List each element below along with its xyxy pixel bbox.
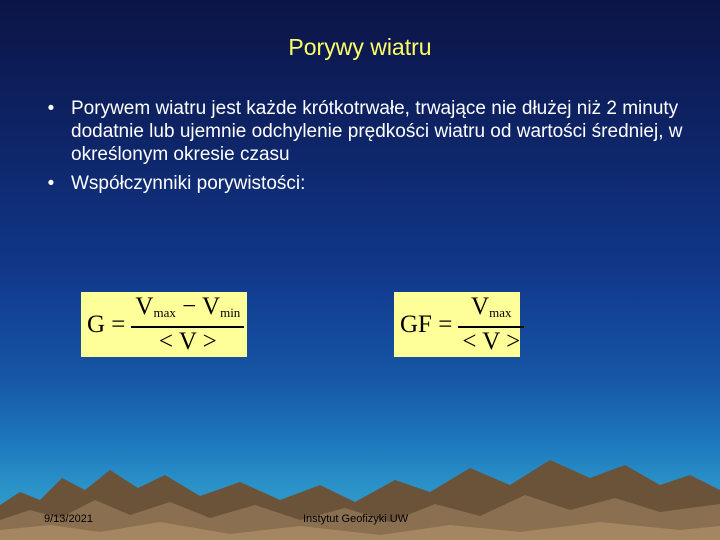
formula-lhs: G = [87, 310, 126, 338]
fraction-numerator: $V_{max} - V_{min}$ [135, 292, 241, 320]
fraction-denominator: < V > [158, 327, 217, 355]
footer-date: 9/13/2021 [44, 513, 93, 525]
fraction [131, 294, 244, 356]
footer-institution: Instytut Geofizyki UW [303, 513, 409, 525]
bullet-marker: • [47, 98, 55, 119]
bullet-marker: • [47, 173, 55, 194]
gust-factor-formula-g [81, 292, 247, 357]
fraction-numerator: $V_{max}$ [471, 292, 512, 320]
bullet-list [44, 97, 684, 201]
formula-lhs: GF = [400, 310, 453, 338]
slide-title: Porywy wiatru [288, 34, 432, 60]
bullet-text: Porywem wiatru jest każde krótkotrwałe, trwające nie dłużej niż 2 minuty dodatnie lub ujemnie odchylenie prędkości wiatru od wartości średniej, w określonym okresie czasu [71, 98, 683, 165]
gust-factor-formula-gf [394, 292, 520, 357]
bullet-item [44, 97, 684, 166]
bullet-text: Współczynniki porywistości: [71, 173, 306, 194]
bullet-item [44, 172, 684, 195]
fraction-denominator: < V > [462, 327, 521, 355]
fraction [458, 294, 524, 356]
